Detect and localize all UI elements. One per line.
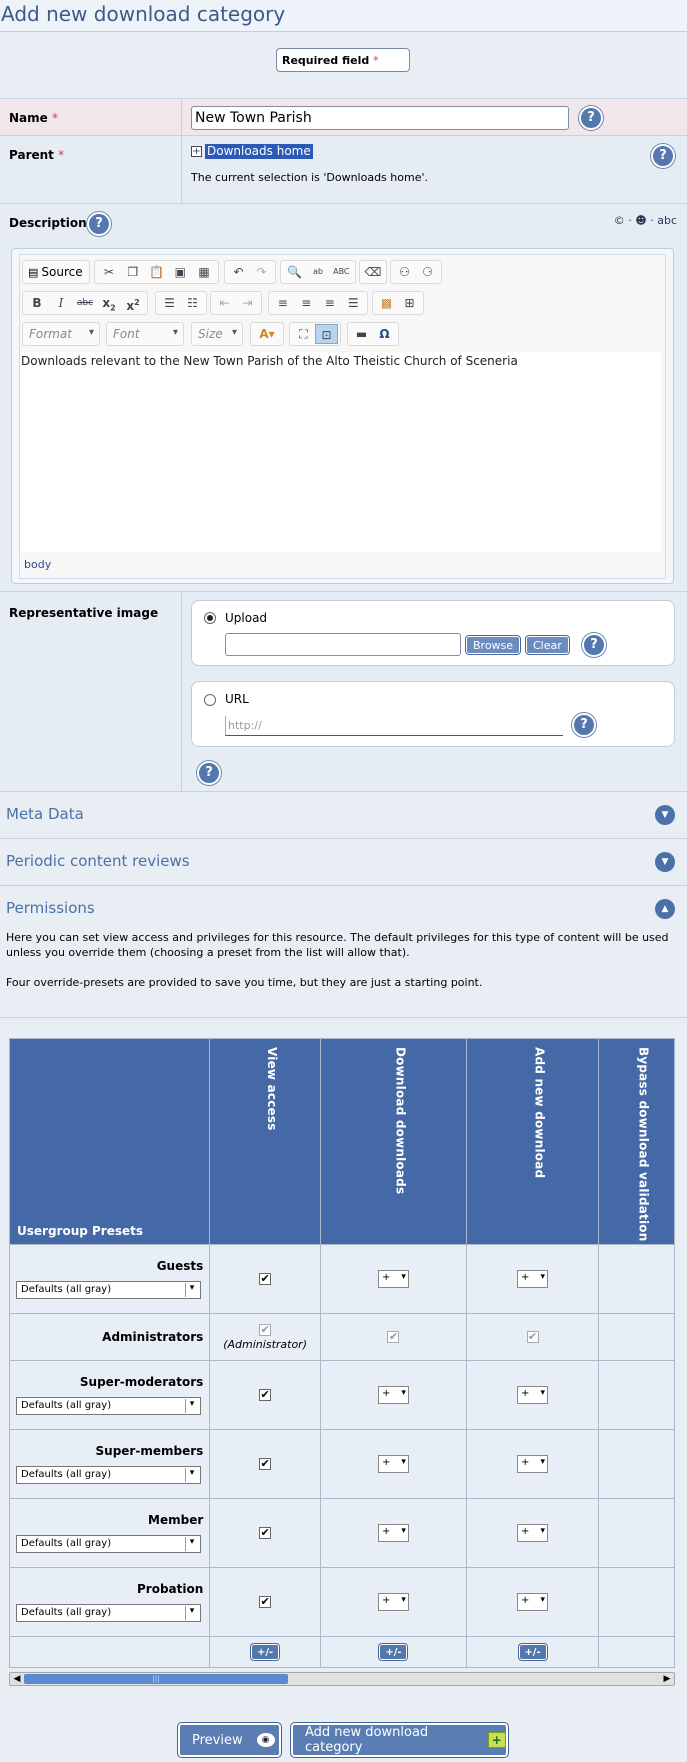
add-download-category-button[interactable] xyxy=(291,1723,508,1757)
maximize-icon[interactable]: ⛶ xyxy=(299,327,308,341)
name-label: Name * xyxy=(9,111,58,125)
show-blocks-active-icon[interactable]: ⊡ xyxy=(315,324,338,344)
table-row xyxy=(10,1637,675,1668)
preset-select[interactable]: Defaults (all gray) ▾ xyxy=(16,1281,201,1299)
preview-blocks-icon[interactable]: ⚆ xyxy=(422,265,433,279)
permissions-table xyxy=(9,1038,675,1668)
add-checkbox: ✔ xyxy=(527,1330,538,1344)
preview-label: Preview xyxy=(192,1732,243,1748)
download-override-select[interactable]: + ▾ xyxy=(378,1386,409,1404)
preset-select[interactable]: Defaults (all gray) ▾ xyxy=(16,1535,201,1553)
upload-label: Upload xyxy=(225,611,268,625)
tree-item-downloads-home[interactable]: Downloads home xyxy=(207,144,311,158)
size-dropdown[interactable]: Size ▾ xyxy=(191,322,243,346)
subscript-icon[interactable]: $x_2$ xyxy=(102,296,116,313)
download-checkbox: ✔ xyxy=(388,1330,399,1344)
group-name: Super-members xyxy=(95,1444,204,1459)
permissions-title[interactable]: Permissions xyxy=(6,899,95,917)
special-char-icon[interactable]: Ω xyxy=(379,327,390,341)
toggle-all-download-button[interactable]: +/- xyxy=(379,1644,407,1660)
preview-button[interactable] xyxy=(178,1723,281,1757)
superscript-icon[interactable]: $x^2$ xyxy=(126,298,140,313)
cut-icon[interactable]: ✂ xyxy=(103,265,114,279)
preset-select[interactable]: Defaults (all gray) ▾ xyxy=(16,1604,201,1622)
view-checkbox: ✔ xyxy=(260,1322,270,1336)
scroll-thumb[interactable]: ||| xyxy=(24,1674,288,1684)
col-bypass-validation: Bypass download validation xyxy=(599,1039,675,1245)
collapse-up-icon[interactable]: ▲ xyxy=(655,899,675,919)
add-override-select[interactable]: + ▾ xyxy=(517,1524,548,1542)
browse-button[interactable]: Browse xyxy=(466,636,520,654)
table-row xyxy=(10,1499,675,1568)
download-override-select[interactable]: + ▾ xyxy=(378,1455,409,1473)
url-help-icon[interactable]: ? xyxy=(572,713,596,737)
permissions-note: Four override-presets are provided to save you time, but they are just a starting point. xyxy=(6,976,483,989)
add-override-select[interactable]: + ▾ xyxy=(517,1593,548,1611)
remove-format-icon[interactable]: ⌫ xyxy=(364,265,382,279)
redo-icon[interactable]: ↷ xyxy=(256,265,267,279)
group-name: Super-moderators xyxy=(79,1375,204,1390)
col-download-downloads: Download downloads xyxy=(320,1039,466,1245)
editor-mode-icons[interactable]: © · ☻ · abc xyxy=(613,214,677,227)
table-icon[interactable]: ⊞ xyxy=(404,296,415,310)
source-button[interactable]: Source xyxy=(41,265,83,279)
group-name: Guests xyxy=(156,1259,204,1274)
eye-icon: ◉ xyxy=(257,1733,275,1747)
paste-text-icon[interactable]: ▣ xyxy=(174,265,186,279)
format-dropdown[interactable]: Format ▾ xyxy=(22,322,100,346)
bold-icon[interactable]: B xyxy=(32,296,42,310)
source-icon: ▤ xyxy=(28,265,39,279)
representative-image-label: Representative image xyxy=(9,606,159,620)
indent-icon[interactable]: ⇥ xyxy=(242,296,253,310)
required-legend-label: Required field xyxy=(282,54,370,67)
copy-icon[interactable]: ❐ xyxy=(127,265,139,279)
table-row xyxy=(10,1314,675,1361)
align-justify-icon[interactable]: ☰ xyxy=(347,296,359,310)
editor-content[interactable]: Downloads relevant to the New Town Parish of the Alto Theistic Church of Sceneria xyxy=(20,352,661,552)
name-help-icon[interactable]: ? xyxy=(579,106,603,130)
permissions-intro: Here you can set view access and privileges for this resource. The default privileges for this type of content will be used unless you override them (choosing a preset from the list will allow that). xyxy=(6,931,669,959)
expand-down-icon[interactable]: ▼ xyxy=(655,852,675,872)
group-name: Member xyxy=(148,1513,204,1528)
col-add-new-download: Add new download xyxy=(466,1039,598,1245)
upload-help-icon[interactable]: ? xyxy=(582,633,606,657)
text-color-icon[interactable]: A▾ xyxy=(259,327,275,341)
download-override-select[interactable]: + ▾ xyxy=(378,1524,409,1542)
table-row xyxy=(10,1361,675,1430)
col-view-access: View access xyxy=(210,1039,321,1245)
undo-icon[interactable]: ↶ xyxy=(233,265,244,279)
parent-help-icon[interactable]: ? xyxy=(651,144,675,168)
view-checkbox[interactable]: ✔ xyxy=(260,1526,270,1540)
align-left-icon[interactable]: ≡ xyxy=(277,296,288,310)
view-checkbox[interactable]: ✔ xyxy=(260,1457,270,1471)
url-input[interactable]: http:// xyxy=(225,716,563,736)
view-checkbox[interactable]: ✔ xyxy=(260,1388,270,1402)
name-input[interactable]: New Town Parish xyxy=(191,106,569,130)
numbered-list-icon[interactable]: ☰ xyxy=(164,296,175,310)
wysiwyg-toggle-icon[interactable]: © xyxy=(613,214,625,227)
image-help-icon[interactable]: ? xyxy=(197,761,221,785)
current-selection-text: The current selection is 'Downloads home'. xyxy=(191,171,428,184)
group-name: Probation xyxy=(136,1582,204,1597)
find-icon[interactable]: 🔍 xyxy=(287,265,303,279)
submit-label: Add new download category xyxy=(305,1725,429,1755)
replace-icon[interactable]: ab xyxy=(313,267,323,276)
bulleted-list-icon[interactable]: ☷ xyxy=(187,296,198,310)
content-reviews-title[interactable]: Periodic content reviews xyxy=(6,852,190,870)
strike-icon[interactable]: abc xyxy=(76,298,94,308)
description-label: Description xyxy=(9,216,87,230)
table-row xyxy=(10,1245,675,1314)
meta-data-title[interactable]: Meta Data xyxy=(6,805,84,823)
parent-label: Parent * xyxy=(9,148,65,162)
toggle-all-add-button[interactable]: +/- xyxy=(519,1644,547,1660)
plain-text-icon[interactable]: abc xyxy=(657,214,677,227)
outdent-icon[interactable]: ⇤ xyxy=(219,296,230,310)
download-override-select[interactable]: + ▾ xyxy=(378,1270,409,1288)
toggle-all-view-button[interactable]: +/- xyxy=(251,1644,279,1660)
expand-down-icon[interactable]: ▼ xyxy=(655,805,675,825)
horizontal-rule-icon[interactable]: ▬ xyxy=(355,327,368,341)
clear-button[interactable]: Clear xyxy=(526,636,569,654)
view-checkbox[interactable]: ✔ xyxy=(260,1595,270,1609)
table-row xyxy=(10,1568,675,1637)
download-override-select[interactable]: + ▾ xyxy=(378,1593,409,1611)
align-right-icon[interactable]: ≡ xyxy=(324,296,335,310)
url-label: URL xyxy=(225,692,249,706)
add-override-select[interactable]: + ▾ xyxy=(517,1270,548,1288)
editor-path-bar[interactable]: body xyxy=(24,558,52,571)
col-usergroup-presets: Usergroup Presets xyxy=(10,1039,210,1245)
paste-icon[interactable]: 📋 xyxy=(149,265,164,279)
table-row xyxy=(10,1430,675,1499)
paste-word-icon[interactable]: ▦ xyxy=(198,265,210,279)
align-center-icon[interactable]: ≡ xyxy=(301,296,312,310)
administrator-note: (Administrator) xyxy=(223,1337,307,1351)
add-folder-icon: + xyxy=(488,1732,506,1748)
required-star: * xyxy=(373,54,379,67)
scroll-left-arrow[interactable]: ◀ xyxy=(13,1674,21,1684)
preset-select[interactable]: Defaults (all gray) ▾ xyxy=(16,1397,201,1415)
spellcheck-icon[interactable]: ABC xyxy=(333,267,350,276)
page-title: Add new download category xyxy=(0,0,687,32)
add-override-select[interactable]: + ▾ xyxy=(517,1455,548,1473)
add-override-select[interactable]: + ▾ xyxy=(517,1386,548,1404)
italic-icon[interactable]: I xyxy=(58,296,64,310)
tree-expand-icon[interactable]: + xyxy=(192,146,201,157)
horizontal-scrollbar[interactable] xyxy=(9,1672,675,1686)
emoticon-icon[interactable]: ☻ xyxy=(635,214,647,227)
scroll-right-arrow[interactable]: ▶ xyxy=(663,1674,671,1684)
group-name: Administrators xyxy=(102,1330,204,1345)
description-help-icon[interactable]: ? xyxy=(87,212,111,236)
show-blocks-icon[interactable]: ⚇ xyxy=(399,265,410,279)
image-icon[interactable]: ▩ xyxy=(380,296,393,310)
font-dropdown[interactable]: Font ▾ xyxy=(106,322,184,346)
view-checkbox[interactable]: ✔ xyxy=(260,1272,270,1286)
preset-select[interactable]: Defaults (all gray) ▾ xyxy=(16,1466,201,1484)
